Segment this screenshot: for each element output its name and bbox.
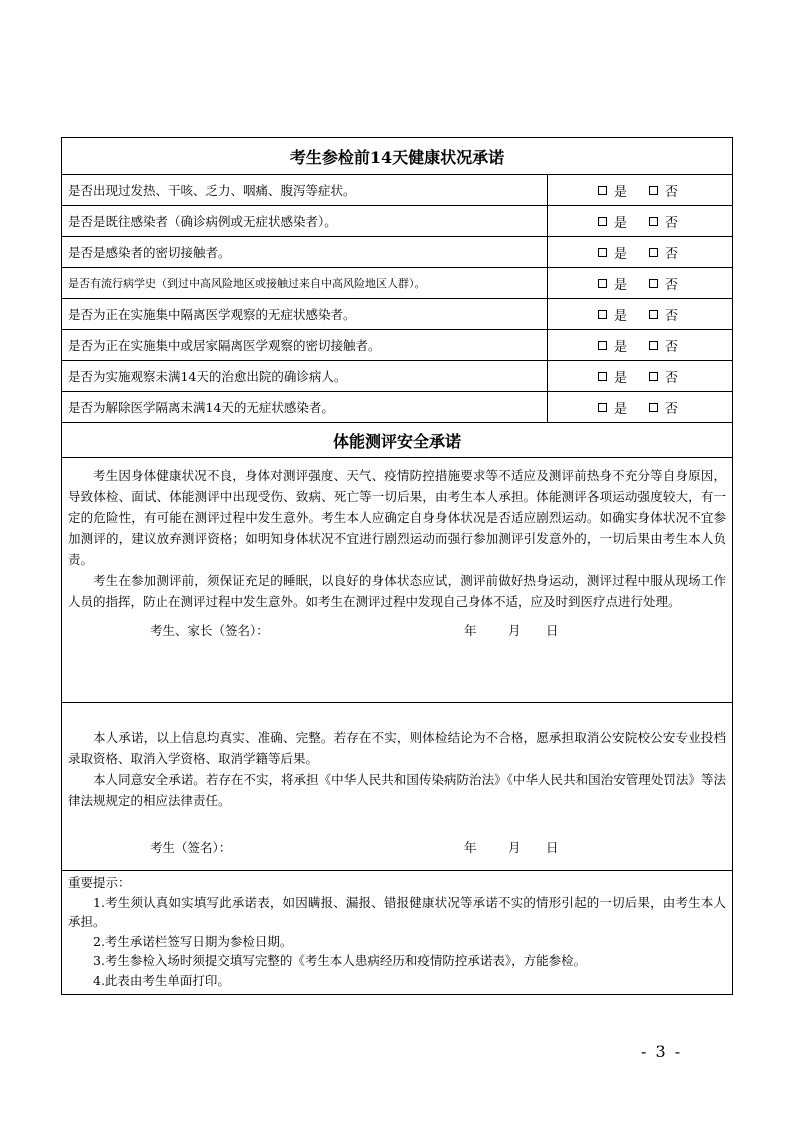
option-yes[interactable]: 是 [598,398,627,417]
option-yes[interactable]: 是 [598,336,627,355]
health-question-row [62,361,732,392]
commitment-paragraph: 本人承诺，以上信息均真实、准确、完整。若存在不实，则体检结论为不合格，愿承担取消公安院校公安专业投档录取资格、取消入学资格、取消学籍等后果。 [68,730,726,766]
checkbox-icon[interactable] [598,341,607,350]
checkbox-icon[interactable] [649,341,658,350]
question-text: 是否出现过发热、干咳、乏力、咽痛、腹泻等症状。 [62,175,548,205]
option-no[interactable]: 否 [649,367,678,386]
question-text: 是否为正在实施集中隔离医学观察的无症状感染者。 [62,299,548,329]
health-question-row [62,206,732,237]
health-question-row [62,175,732,206]
checkbox-icon[interactable] [598,186,607,195]
option-no[interactable]: 否 [649,212,678,231]
checkbox-icon[interactable] [649,248,658,257]
option-no[interactable]: 否 [649,181,678,200]
question-text: 是否是既往感染者（确诊病例或无症状感染者）。 [62,206,548,236]
commitment-signature-line [68,837,726,858]
checkbox-icon[interactable] [649,403,658,412]
option-yes[interactable]: 是 [598,243,627,262]
answer-options [548,361,732,391]
fitness-paragraph: 考生因身体健康状况不良，身体对测评强度、天气、疫情防控措施要求等不适应及测评前热身不充分等自身原因，导致体检、面试、体能测评中出现受伤、致病、死亡等一切后果，由考生本人承担。体能测评各项运动强度较大，有一定的危险性，有可能在测评过程中发生意外。考生本人应确定自身身体状况是否适应剧烈运动。如确实身体状况不宜参加测评的，建议放弃测评资格；如明知身体状况不宜进行剧烈运动而强行参加测评引发意外的，一切后果由考生本人负责。 [68,468,726,567]
answer-options [548,268,732,298]
checkbox-icon[interactable] [598,310,607,319]
checkbox-icon[interactable] [598,372,607,381]
option-no[interactable]: 否 [649,274,678,293]
important-notice [62,871,732,994]
signature-label: 考生（签名）： [150,840,232,855]
notice-item: 1.考生须认真如实填写此承诺表，如因瞒报、漏报、错报健康状况等承诺不实的情形引起的一切后果，由考生本人承担。 [68,894,726,929]
option-yes[interactable]: 是 [598,212,627,231]
question-text: 是否为实施观察未满14天的治愈出院的确诊病人。 [62,361,548,391]
question-text: 是否为正在实施集中或居家隔离医学观察的密切接触者。 [62,330,548,360]
fitness-signature-line [68,620,726,641]
signature-label: 考生、家长（签名）： [150,623,269,638]
checkbox-icon[interactable] [598,403,607,412]
personal-commitment-block [62,703,732,871]
option-no[interactable]: 否 [649,305,678,324]
notice-item: 3.考生参检入场时须提交填写完整的《考生本人患病经历和疫情防控承诺表》，方能参检。 [93,953,587,968]
answer-options [548,392,732,422]
health-section-title: 考生参检前14天健康状况承诺 [62,138,732,175]
checkbox-icon[interactable] [649,217,658,226]
checkbox-icon[interactable] [649,372,658,381]
answer-options [548,237,732,267]
question-text: 是否是感染者的密切接触者。 [62,237,548,267]
option-yes[interactable]: 是 [598,367,627,386]
notice-item: 2.考生承诺栏签写日期为参检日期。 [93,933,293,949]
notice-item: 4.此表由考生单面打印。 [93,972,230,988]
checkbox-icon[interactable] [649,310,658,319]
health-question-row [62,299,732,330]
checkbox-icon[interactable] [649,186,658,195]
option-no[interactable]: 否 [649,398,678,417]
option-yes[interactable]: 是 [598,274,627,293]
fitness-section-title: 体能测评安全承诺 [62,423,732,458]
checkbox-icon[interactable] [598,279,607,288]
signature-date: 年 月 日 [464,840,559,855]
checkbox-icon[interactable] [598,217,607,226]
answer-options [548,299,732,329]
health-question-row [62,268,732,299]
checkbox-icon[interactable] [649,279,658,288]
fitness-paragraph: 考生在参加测评前，须保证充足的睡眠，以良好的身体状态应试，测评前做好热身运动，测评过程中服从现场工作人员的指挥，防止在测评过程中发生意外。如考生在测评过程中发现自己身体不适，应及时到医疗点进行处理。 [68,573,726,609]
fitness-commitment-block [62,458,732,703]
signature-date: 年 月 日 [464,623,559,638]
health-question-row [62,392,732,423]
answer-options [548,206,732,236]
option-yes[interactable]: 是 [598,181,627,200]
page-number: - 3 - [641,1042,683,1061]
notice-heading: 重要提示： [68,875,131,890]
option-no[interactable]: 否 [649,243,678,262]
question-text: 是否有流行病学史（到过中高风险地区或接触过来自中高风险地区人群）。 [62,268,548,298]
health-question-list [62,175,732,423]
question-text: 是否为解除医学隔离未满14天的无症状感染者。 [62,392,548,422]
answer-options [548,330,732,360]
checkbox-icon[interactable] [598,248,607,257]
commitment-form [61,137,733,995]
option-yes[interactable]: 是 [598,305,627,324]
commitment-paragraph: 本人同意安全承诺。若存在不实，将承担《中华人民共和国传染病防治法》《中华人民共和国治安管理处罚法》等法律法规规定的相应法律责任。 [68,772,726,808]
option-no[interactable]: 否 [649,336,678,355]
health-question-row [62,237,732,268]
answer-options [548,175,732,205]
health-question-row [62,330,732,361]
